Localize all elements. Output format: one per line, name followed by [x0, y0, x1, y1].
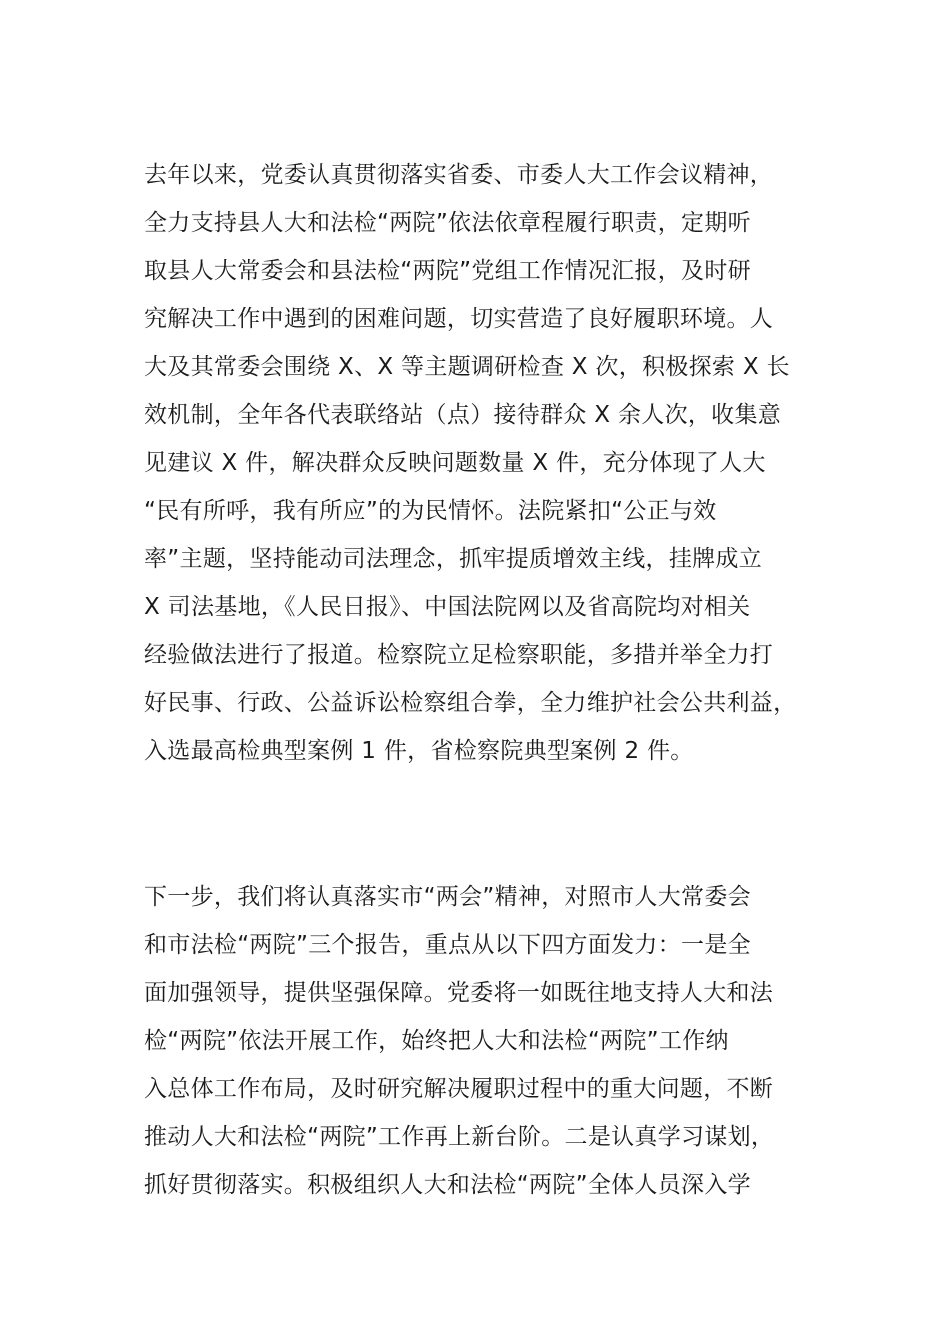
text-line: 取县人大常委会和县法检“两院”党组工作情况汇报，及时研 [144, 258, 751, 284]
text-line: 入总体工作布局，及时研究解决履职过程中的重大问题，不断 [144, 1076, 774, 1102]
text-line: 大及其常委会围绕 X、X 等主题调研检查 X 次，积极探索 X 长 [144, 354, 790, 380]
text-line: 检“两院”依法开展工作，始终把人大和法检“两院”工作纳 [144, 1028, 729, 1054]
text-line: 推动人大和法检“两院”工作再上新台阶。二是认真学习谋划， [144, 1124, 775, 1150]
text-line: 全力支持县人大和法检“两院”依法依章程履行职责，定期听 [144, 210, 751, 236]
text-line: 和市法检“两院”三个报告，重点从以下四方面发力：一是全 [144, 932, 751, 958]
text-line: X 司法基地，《人民日报》、中国法院网以及省高院均对相关 [144, 594, 751, 620]
text-line: 究解决工作中遇到的困难问题，切实营造了良好履职环境。人 [144, 306, 774, 332]
text-line: 好民事、行政、公益诉讼检察组合拳，全力维护社会公共利益， [144, 690, 797, 716]
text-line: “民有所呼，我有所应”的为民情怀。法院紧扣“公正与效 [144, 498, 717, 524]
text-line: 去年以来，党委认真贯彻落实省委、市委人大工作会议精神， [144, 162, 774, 188]
text-line: 见建议 X 件，解决群众反映问题数量 X 件，充分体现了人大 [144, 450, 766, 476]
text-line: 入选最高检典型案例 1 件，省检察院典型案例 2 件。 [144, 738, 694, 764]
paragraph-1 [144, 151, 824, 775]
paragraph-2 [144, 873, 824, 1209]
text-line: 下一步，我们将认真落实市“两会”精神，对照市人大常委会 [144, 884, 751, 910]
text-line: 经验做法进行了报道。检察院立足检察职能，多措并举全力打 [144, 642, 774, 668]
text-line: 面加强领导，提供坚强保障。党委将一如既往地支持人大和法 [144, 980, 774, 1006]
text-line: 效机制，全年各代表联络站（点）接待群众 X 余人次，收集意 [144, 402, 782, 428]
text-line: 抓好贯彻落实。积极组织人大和法检“两院”全体人员深入学 [144, 1172, 751, 1198]
text-line: 率”主题，坚持能动司法理念，抓牢提质增效主线，挂牌成立 [144, 546, 763, 572]
